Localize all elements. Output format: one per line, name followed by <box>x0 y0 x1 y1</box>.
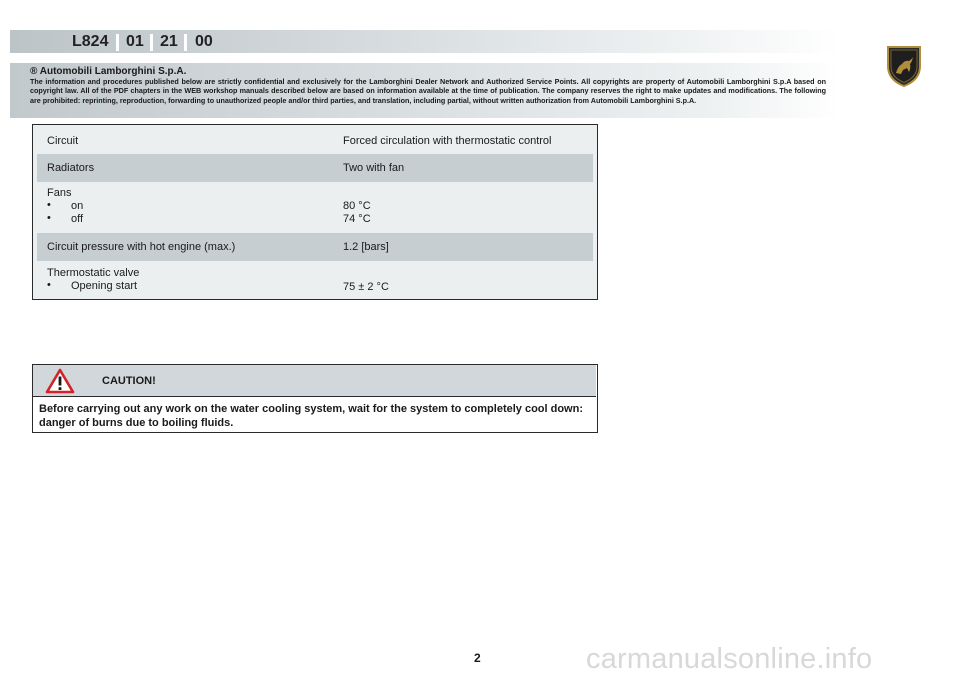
spec-value-fans-off: 74 °C <box>343 213 371 225</box>
page-number: 2 <box>474 651 481 665</box>
spec-value-fans-on: 80 °C <box>343 200 371 212</box>
caution-text: Before carrying out any work on the water cooling system, wait for the system to completely cool down: danger of burns due to boiling fluids. <box>39 403 583 429</box>
caution-box <box>32 364 598 433</box>
spec-label-pressure: Circuit pressure with hot engine (max.) <box>47 241 236 253</box>
code-separator <box>116 34 119 51</box>
table-row-pressure <box>37 233 593 261</box>
spec-value-pressure: 1.2 [bars] <box>343 241 389 253</box>
bullet-icon: • <box>47 212 51 224</box>
code-separator <box>184 34 187 51</box>
code-part-subgroup: 21 <box>160 33 178 50</box>
code-part-model: L824 <box>72 33 109 50</box>
code-part-revision: 00 <box>195 33 213 50</box>
code-separator <box>150 34 153 51</box>
table-row-radiators <box>37 154 593 182</box>
spec-value-radiators: Two with fan <box>343 162 405 174</box>
spec-table <box>32 124 598 300</box>
spec-value-opening-start: 75 ± 2 °C <box>343 281 389 293</box>
spec-value-circuit: Forced circulation with thermostatic control <box>343 135 552 147</box>
caution-header <box>33 365 596 397</box>
spec-sub-label-opening-start: Opening start <box>71 280 138 292</box>
bullet-icon: • <box>47 279 51 291</box>
table-row-circuit <box>37 127 593 154</box>
warning-triangle-icon <box>45 368 75 394</box>
spec-label-circuit: Circuit <box>47 135 79 147</box>
copyright-text: The information and procedures published below are strictly confidential and exclusively for the Lamborghini Dealer Network and Authorized Service Points. All copyrights are property of Automobili Lamborghini S.p.A based on copyright law. All of the PDF chapters in the WEB workshop manuals described below are based on information available at the time of publication. The company reserves the right to make updates and modifications. The following are prohibited: reprinting, reproduction, forwarding to unauthorized people and/or third parties, and translation, including partial, without written authorization from Automobili Lamborghini S.p.A. <box>30 77 826 105</box>
lamborghini-shield-logo <box>885 44 923 88</box>
spec-label-thermostat: Thermostatic valve <box>47 267 140 279</box>
watermark: carmanualsonline.info <box>586 643 873 675</box>
table-row-fans <box>37 182 593 233</box>
copyright-title: ® Automobili Lamborghini S.p.A. <box>30 66 187 77</box>
caution-title: CAUTION! <box>102 375 156 387</box>
table-row-thermostat <box>37 261 593 297</box>
spec-sub-label-fans-off: off <box>71 213 84 225</box>
bullet-icon: • <box>47 199 51 211</box>
spec-label-radiators: Radiators <box>47 162 95 174</box>
spec-sub-label-fans-on: on <box>71 200 84 212</box>
spec-label-fans: Fans <box>47 187 72 199</box>
code-part-group: 01 <box>126 33 144 50</box>
